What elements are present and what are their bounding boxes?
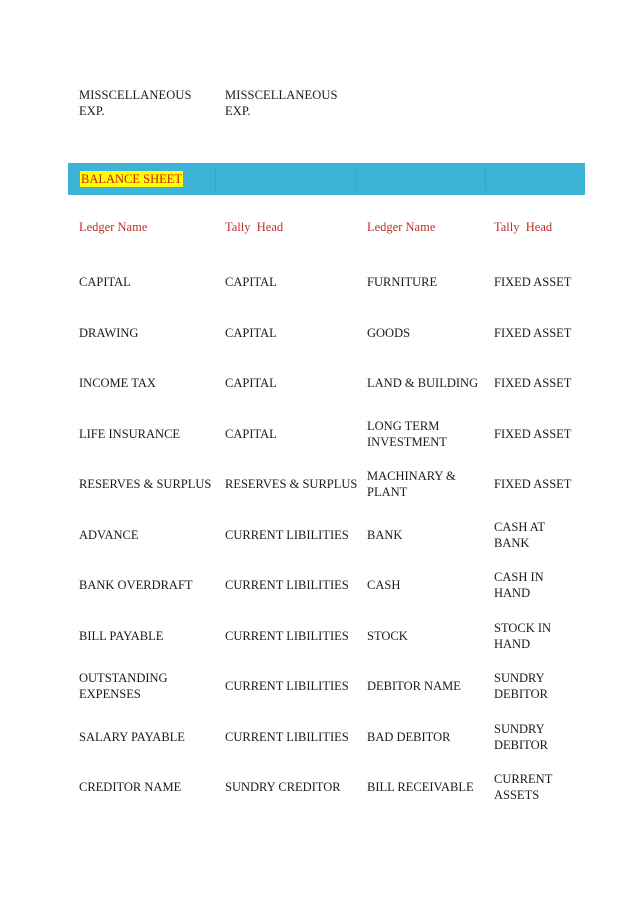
ledger-name-right-cell: BANK: [367, 527, 403, 542]
table-row: [79, 565, 579, 605]
tally-head-left-cell: CAPITAL: [225, 376, 277, 390]
table-row: [79, 414, 579, 454]
table-row: [79, 515, 579, 555]
table-row: [79, 616, 579, 656]
ledger-name-right-cell: GOODS: [367, 325, 411, 340]
ledger-name-left-cell: DRAWING: [79, 325, 139, 340]
tally-head-left-cell: CURRENT LIBILITIES: [225, 527, 349, 542]
column-header-row: [79, 219, 579, 235]
ledger-name-left-cell: SALARY PAYABLE: [79, 729, 185, 744]
band-divider: [356, 167, 357, 191]
ledger-name-left-cell: BANK OVERDRAFT: [79, 578, 193, 592]
ledger-name-right-cell: CASH: [367, 578, 401, 592]
tally-head-left-cell: CURRENT LIBILITIES: [225, 628, 349, 643]
table-row: [79, 717, 579, 757]
ledger-name-right-cell: MACHINARY & PLANT: [367, 469, 456, 499]
ledger-name-right-cell: STOCK: [367, 628, 408, 643]
section-title: BALANCE SHEET: [81, 172, 183, 186]
tally-head-left-cell: CURRENT LIBILITIES: [225, 729, 349, 744]
header-ledger-name-left: Ledger Name: [79, 220, 148, 234]
tally-head-right-cell: STOCK IN HAND: [494, 620, 552, 651]
ledger-name-left-cell: ADVANCE: [79, 527, 139, 542]
table-row: [79, 464, 579, 504]
tally-head-left-cell: CURRENT LIBILITIES: [225, 679, 349, 693]
tally-head-right-cell: SUNDRY DEBITOR: [494, 721, 548, 752]
table-row: [79, 262, 579, 302]
table-row: [79, 767, 579, 807]
tally-head-right-cell: CURRENT ASSETS: [494, 772, 553, 802]
tally-head-left-cell: RESERVES & SURPLUS: [225, 477, 358, 491]
ledger-name-right-cell: DEBITOR NAME: [367, 679, 461, 693]
ledger-name-left-cell: CAPITAL: [79, 275, 131, 289]
tally-head-left-cell: CAPITAL: [225, 275, 277, 289]
tally-head-left-cell: CAPITAL: [225, 325, 277, 340]
ledger-name-left-cell: BILL PAYABLE: [79, 628, 164, 643]
tally-head-left-cell: CAPITAL: [225, 426, 277, 441]
ledger-name-left-cell: INCOME TAX: [79, 376, 156, 390]
tally-head-right-cell: CASH AT BANK: [494, 519, 545, 550]
tally-head-right-cell: SUNDRY DEBITOR: [494, 671, 548, 701]
band-divider: [215, 167, 216, 191]
tally-head-right-cell: FIXED ASSET: [494, 325, 572, 340]
ledger-name-left-cell: OUTSTANDING EXPENSES: [79, 671, 168, 701]
tally-head-left-cell: SUNDRY CREDITOR: [225, 780, 341, 794]
header-ledger-name-right: Ledger Name: [367, 220, 436, 234]
header-tally-head-left: Tally Head: [225, 220, 284, 234]
table-row: [79, 666, 579, 706]
balance-sheet-header-band: [68, 163, 585, 195]
header-tally-head-right: Tally Head: [494, 220, 553, 234]
table-row: [79, 313, 579, 353]
misc-ledger-name: MISSCELLANEOUS EXP.: [79, 88, 192, 118]
tally-head-left-cell: CURRENT LIBILITIES: [225, 578, 349, 592]
table-row: [79, 363, 579, 403]
tally-head-right-cell: FIXED ASSET: [494, 376, 572, 390]
ledger-name-left-cell: RESERVES & SURPLUS: [79, 477, 212, 491]
misc-expense-row: [79, 87, 579, 127]
tally-head-right-cell: CASH IN HAND: [494, 570, 544, 600]
ledger-name-left-cell: LIFE INSURANCE: [79, 426, 181, 441]
band-divider: [485, 167, 486, 191]
ledger-name-right-cell: LONG TERM INVESTMENT: [367, 418, 447, 449]
tally-head-right-cell: FIXED ASSET: [494, 477, 572, 491]
ledger-name-right-cell: FURNITURE: [367, 275, 438, 289]
misc-tally-head: MISSCELLANEOUS EXP.: [225, 88, 338, 118]
ledger-name-right-cell: BILL RECEIVABLE: [367, 780, 474, 794]
ledger-name-left-cell: CREDITOR NAME: [79, 780, 182, 794]
tally-head-right-cell: FIXED ASSET: [494, 275, 572, 289]
tally-head-right-cell: FIXED ASSET: [494, 426, 572, 441]
ledger-name-right-cell: LAND & BUILDING: [367, 376, 479, 390]
ledger-name-right-cell: BAD DEBITOR: [367, 729, 451, 744]
